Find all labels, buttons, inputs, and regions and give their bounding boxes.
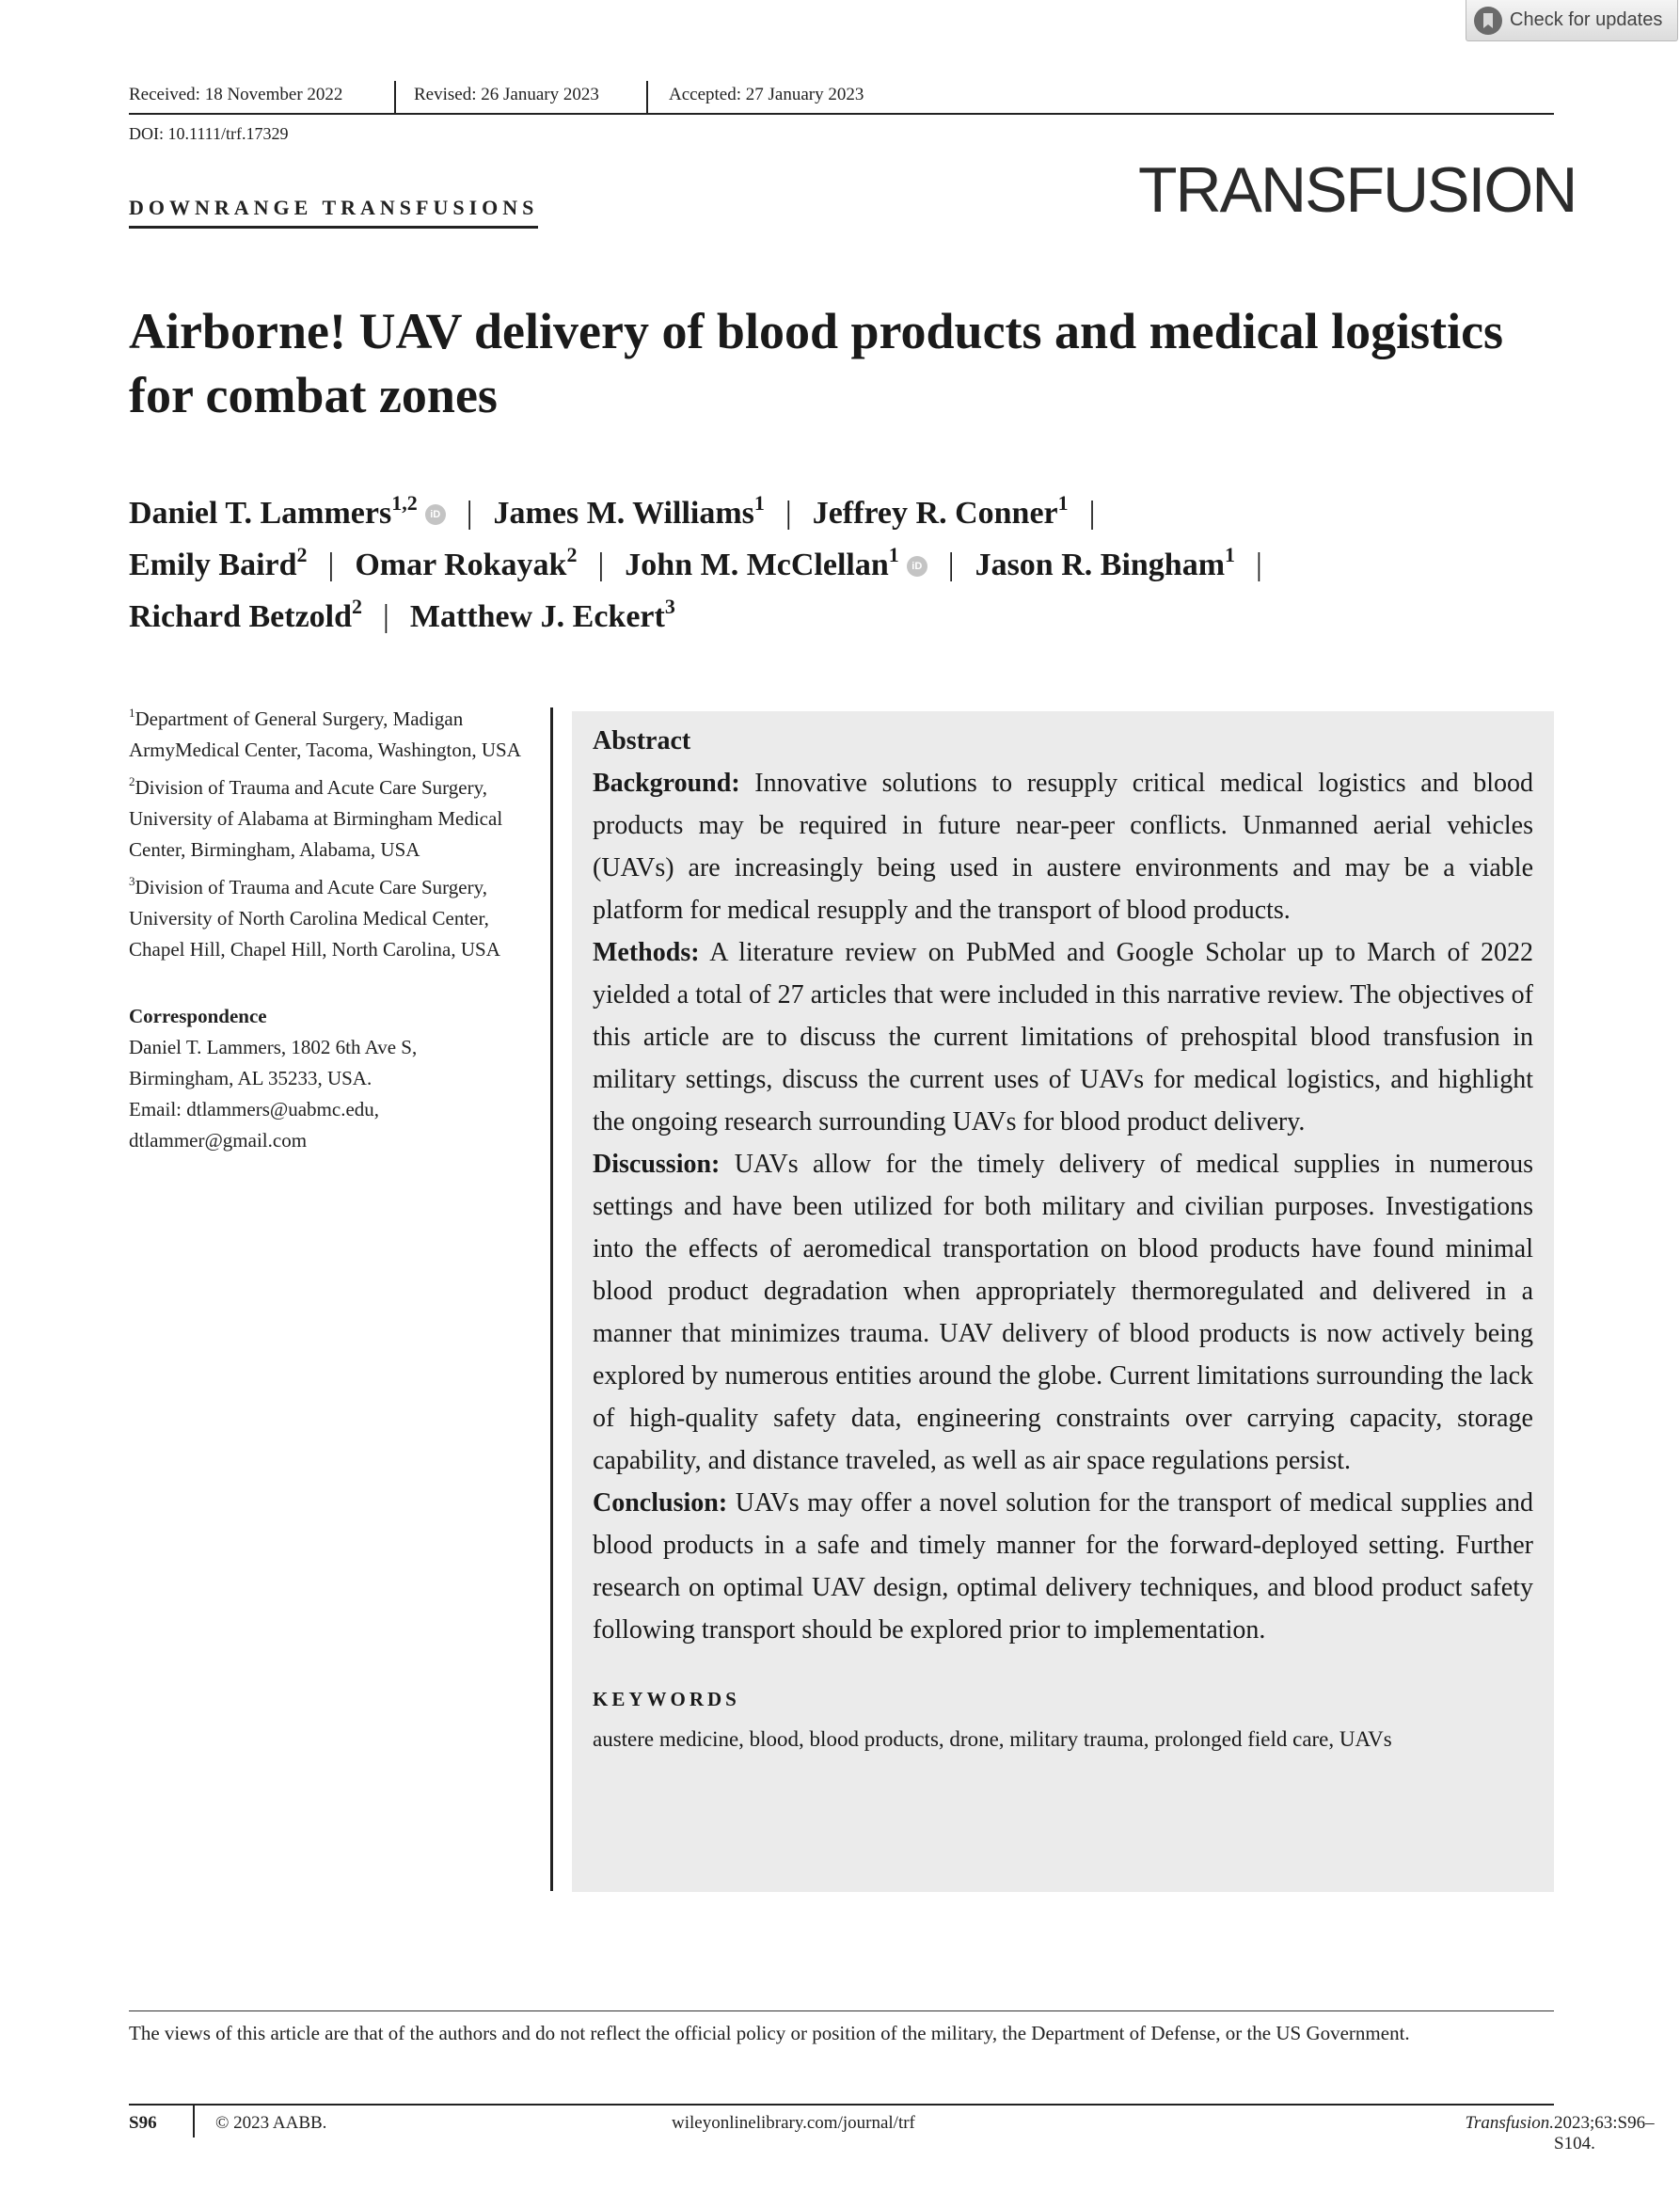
keywords-heading: KEYWORDS <box>593 1688 740 1710</box>
affiliations <box>129 704 543 1156</box>
abstract-section-text: Innovative solutions to resupply critical medical logistics and blood products may be required in future near-peer conflicts. Unmanned aerial vehicles (UAVs) are increasingly being used in austere environments and may be a viable platform for medical resupply and the transport of blood products. <box>593 769 1534 925</box>
author-affiliation: 1 <box>753 491 765 515</box>
author-affiliation: 1,2 <box>391 491 418 515</box>
affiliation-number: 1 <box>129 706 135 720</box>
author-name[interactable]: Emily Baird <box>129 548 297 582</box>
abstract-box <box>572 711 1554 1892</box>
footer-rule <box>129 2104 1554 2106</box>
abstract-methods <box>593 931 1533 1143</box>
author-separator: | <box>327 548 335 582</box>
correspondence-email[interactable]: Email: dtlammers@uabmc.edu, <box>129 1098 380 1120</box>
affiliation-text: Division of Trauma and Acute Care Surgery, University of North Carolina Medical Center, Chapel Hill, Chapel Hill, North Carolina, USA <box>129 876 500 961</box>
affiliation-item <box>129 704 543 766</box>
copyright: © 2023 AABB. <box>215 2113 327 2133</box>
page-number: S96 <box>129 2113 157 2133</box>
abstract-discussion <box>593 1143 1533 1482</box>
author-affiliation: 3 <box>664 595 675 618</box>
abstract-section-label: Conclusion: <box>593 1488 728 1518</box>
check-for-updates-button[interactable] <box>1466 0 1678 41</box>
correspondence-heading: Correspondence <box>129 1005 267 1027</box>
author-separator: | <box>466 496 473 531</box>
page-footer <box>129 2113 1655 2153</box>
affiliation-number: 3 <box>129 874 135 888</box>
bookmark-icon <box>1474 7 1502 35</box>
author-separator: | <box>1088 496 1096 531</box>
affiliation-text: Division of Trauma and Acute Care Surgery, University of Alabama at Birmingham Medical Center, Birmingham, Alabama, USA <box>129 776 503 861</box>
keywords-list: austere medicine, blood, blood products, drone, military trauma, prolonged field care, UAVs <box>593 1727 1392 1751</box>
abstract-section-text: UAVs may offer a novel solution for the transport of medical supplies and blood products in a safe and timely manner for the forward-deployed setting. Further research on optimal UAV design, optimal delivery techniques, and blood product safety following transport should be explored prior to implementation. <box>593 1488 1534 1645</box>
author-name[interactable]: Richard Betzold <box>129 599 353 634</box>
doi[interactable]: DOI: 10.1111/trf.17329 <box>129 124 289 143</box>
journal-name: Transfusion. <box>1465 2113 1554 2133</box>
citation <box>1465 2113 1655 2153</box>
orcid-icon[interactable]: iD <box>907 556 927 577</box>
section-label: DOWNRANGE TRANSFUSIONS <box>129 196 538 229</box>
article-dates <box>129 85 1554 113</box>
correspondence-line: Daniel T. Lammers, 1802 6th Ave S, <box>129 1036 418 1058</box>
header-rule <box>129 113 1554 115</box>
footer-separator <box>193 2106 195 2137</box>
abstract-conclusion <box>593 1482 1533 1651</box>
author-name[interactable]: Omar Rokayak <box>355 548 567 582</box>
orcid-icon[interactable]: iD <box>425 504 446 525</box>
date-separator <box>646 81 648 113</box>
abstract-section-text: A literature review on PubMed and Google Scholar up to March of 2022 yielded a total of 27 articles that were included in this narrative review. The objectives of this article are to discuss the current limitations of prehospital blood transfusion in military settings, discuss the current uses of UAVs for medical logistics, and highlight the ongoing research surrounding UAVs for blood product delivery. <box>593 938 1533 1136</box>
abstract-section-label: Background: <box>593 769 740 798</box>
article-title: Airborne! UAV delivery of blood products and medical logistics for combat zones <box>129 303 1504 423</box>
abstract-background <box>593 762 1533 931</box>
author-name[interactable]: James M. Williams <box>493 496 754 531</box>
abstract-section-label: Discussion: <box>593 1150 721 1179</box>
author-affiliation: 1 <box>888 543 899 566</box>
author-affiliation: 2 <box>296 543 308 566</box>
author-list <box>129 487 1568 643</box>
check-for-updates-label: Check for updates <box>1510 9 1663 30</box>
author-affiliation: 2 <box>352 595 363 618</box>
affiliation-item <box>129 872 543 965</box>
journal-logo: TRANSFUSION <box>1138 154 1577 226</box>
author-separator: | <box>383 599 389 634</box>
disclaimer: The views of this article are that of the authors and do not reflect the official policy or position of the military, the Department of Defense, or the US Government. <box>129 2022 1410 2044</box>
author-separator: | <box>785 496 792 531</box>
author-affiliation: 1 <box>1225 543 1236 566</box>
author-name[interactable]: Jeffrey R. Conner <box>812 496 1058 531</box>
received-date: Received: 18 November 2022 <box>129 85 343 104</box>
author-name[interactable]: John M. McClellan <box>625 548 889 582</box>
affiliation-number: 2 <box>129 774 135 788</box>
date-separator <box>394 81 396 113</box>
accepted-date: Accepted: 27 January 2023 <box>669 85 864 104</box>
author-name[interactable]: Jason R. Bingham <box>975 548 1226 582</box>
correspondence-line: Birmingham, AL 35233, USA. <box>129 1067 372 1089</box>
abstract-heading: Abstract <box>593 726 691 755</box>
journal-url[interactable]: wileyonlinelibrary.com/journal/trf <box>672 2113 915 2133</box>
author-affiliation: 1 <box>1057 491 1069 515</box>
affiliation-text: Department of General Surgery, Madigan ArmyMedical Center, Tacoma, Washington, USA <box>129 707 521 761</box>
abstract-section-label: Methods: <box>593 938 700 967</box>
correspondence-block <box>129 1032 543 1156</box>
affiliation-item <box>129 772 543 866</box>
author-name[interactable]: Matthew J. Eckert <box>409 599 665 634</box>
author-name[interactable]: Daniel T. Lammers <box>129 496 392 531</box>
author-separator: | <box>597 548 605 582</box>
author-separator: | <box>947 548 955 582</box>
revised-date: Revised: 26 January 2023 <box>414 85 599 104</box>
author-separator: | <box>1256 548 1262 582</box>
citation-details: 2023;63:S96–S104. <box>1554 2113 1655 2153</box>
author-affiliation: 2 <box>566 543 578 566</box>
correspondence-email[interactable]: dtlammer@gmail.com <box>129 1129 308 1152</box>
column-divider <box>550 707 553 1891</box>
abstract-section-text: UAVs allow for the timely delivery of medical supplies in numerous settings and have been utilized for both military and civilian purposes. Investigations into the effects of aeromedical transportation on blood products have found minimal blood product degradation when appropriately thermoregulated and delivered in a manner that minimizes trauma. UAV delivery of blood products is now actively being explored by numerous entities around the globe. Current limitations surrounding the lack of high-quality safety data, engineering constraints over carrying capacity, storage capability, and distance traveled, as well as air space regulations persist. <box>593 1150 1533 1475</box>
footer-rule <box>129 2010 1554 2011</box>
